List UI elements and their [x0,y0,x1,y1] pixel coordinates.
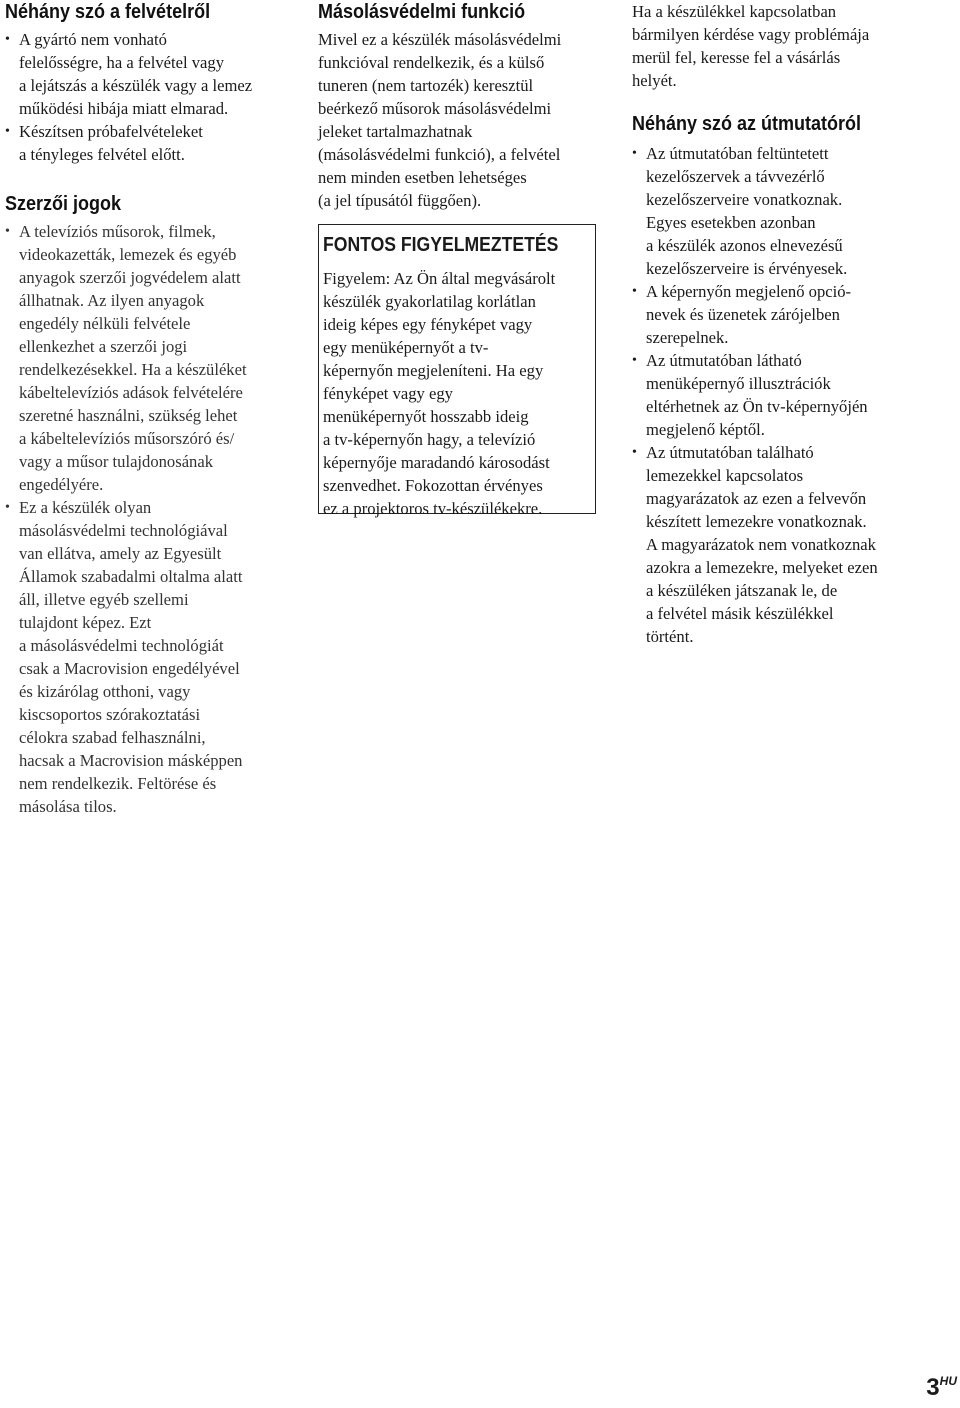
column-left [5,0,295,818]
list-item: • A gyártó nem vonható felelősségre, ha a felvétel vagy a lejátszás a készülék vagy a lemez működési hibája miatt elmarad. [5,30,253,118]
list-item: • Az útmutatóban található lemezekkel kapcsolatos magyarázatok az ezen a felvevőn készített lemezekre vonatkoznak. A magyarázatok nem vonatkoznak azokra a lemezekre, melyeket ezen a készüléken játszanak le, de a felvétel másik készülékkel történt. [632,443,878,646]
list-item: • Ez a készülék olyan másolásvédelmi technológiával van ellátva, amely az Egyesült Államok szabadalmi oltalma alatt áll, illetve egyéb szellemi tulajdont képez. Ezt a másolásvédelmi technológiát csak a Macrovision engedélyével és kizárólag otthoni, vagy kiscsoportos szórakoztatási célokra szabad felhasználni, hacsak a Macrovision másképpen nem rendelkezik. Feltörése és másolása tilos. [5,498,243,816]
heading-copy-guard: Másolásvédelmi funkció [318,1,526,23]
bullet-icon: • [5,32,10,47]
column-middle [318,0,603,212]
list-item: • A televíziós műsorok, filmek, videokazetták, lemezek és egyéb anyagok szerzői jogvédelem alatt állhatnak. Az ilyen anyagok engedély nélküli felvétele ellenkezhet a szerzői jogi rendelkezésekkel. Ha a készüléket kábeltelevíziós adások felvételére szeretné használni, szükség lehet a kábeltelevíziós műsorszóró és/ vagy a műsor tulajdonosának engedélyére. [5,222,247,494]
page-language-code: HU [939,1374,957,1388]
list-item: • Készítsen próbafelvételeket a tényleges felvétel előtt. [5,122,203,164]
notice-text: Figyelem: Az Ön által megvásárolt készülék gyakorlatilag korlátlan ideig képes egy fényképet vagy egy menüképernyőt a tv- képernyőn megjeleníteni. Ha egy fényképet vagy egy menüképernyőt hosszabb ideig a tv-képernyőn hagy, a televízió képernyője maradandó károsodást szenvedhet. Fokozottan érvényes ez a projektoros tv-készülékekre. [323,269,556,518]
list-item: • A képernyőn megjelenő opció- nevek és üzenetek zárójelben szerepelnek. [632,282,852,347]
copy-guard-text: Mivel ez a készülék másolásvédelmi funkcióval rendelkezik, és a külső tuneren (nem tartozék) keresztül beérkező műsorok másolásvédelmi jeleket tartalmazhatnak (másolásvédelmi funkció), a felvétel nem minden esetben lehetséges (a jel típusától függően). [318,30,562,210]
heading-manual: Néhány szó az útmutatóról [632,113,862,135]
bullet-icon: • [632,146,637,161]
bullet-icon: • [5,500,10,515]
bullet-icon: • [632,445,637,460]
important-notice-box [318,224,596,518]
list-item: • Az útmutatóban látható menüképernyő illusztrációk eltérhetnek az Ön tv-képernyőjén megjelenő képtől. [632,351,868,439]
page-number-value: 3 [926,1374,940,1401]
list-item: • Az útmutatóban feltüntetett kezelőszervek a távvezérlő kezelőszerveire vonatkoznak. Egyes esetekben azonban a készülék azonos elnevezésű kezelőszerveire is érvényesek. [632,144,848,278]
bullet-icon: • [5,224,10,239]
recording-list [5,28,295,166]
intro-text: Ha a készülékkel kapcsolatban bármilyen kérdése vagy problémája merül fel, keresse fel a vásárlás helyét. [632,2,870,90]
heading-recording: Néhány szó a felvételről [5,1,211,23]
notice-heading: FONTOS FIGYELMEZTETÉS [323,234,559,256]
bullet-icon: • [632,284,637,299]
copyright-list [5,220,295,818]
page-number [926,1374,957,1402]
manual-list [632,142,922,648]
bullet-icon: • [632,353,637,368]
heading-copyright: Szerzői jogok [5,193,122,215]
column-right [632,0,922,648]
bullet-icon: • [5,124,10,139]
